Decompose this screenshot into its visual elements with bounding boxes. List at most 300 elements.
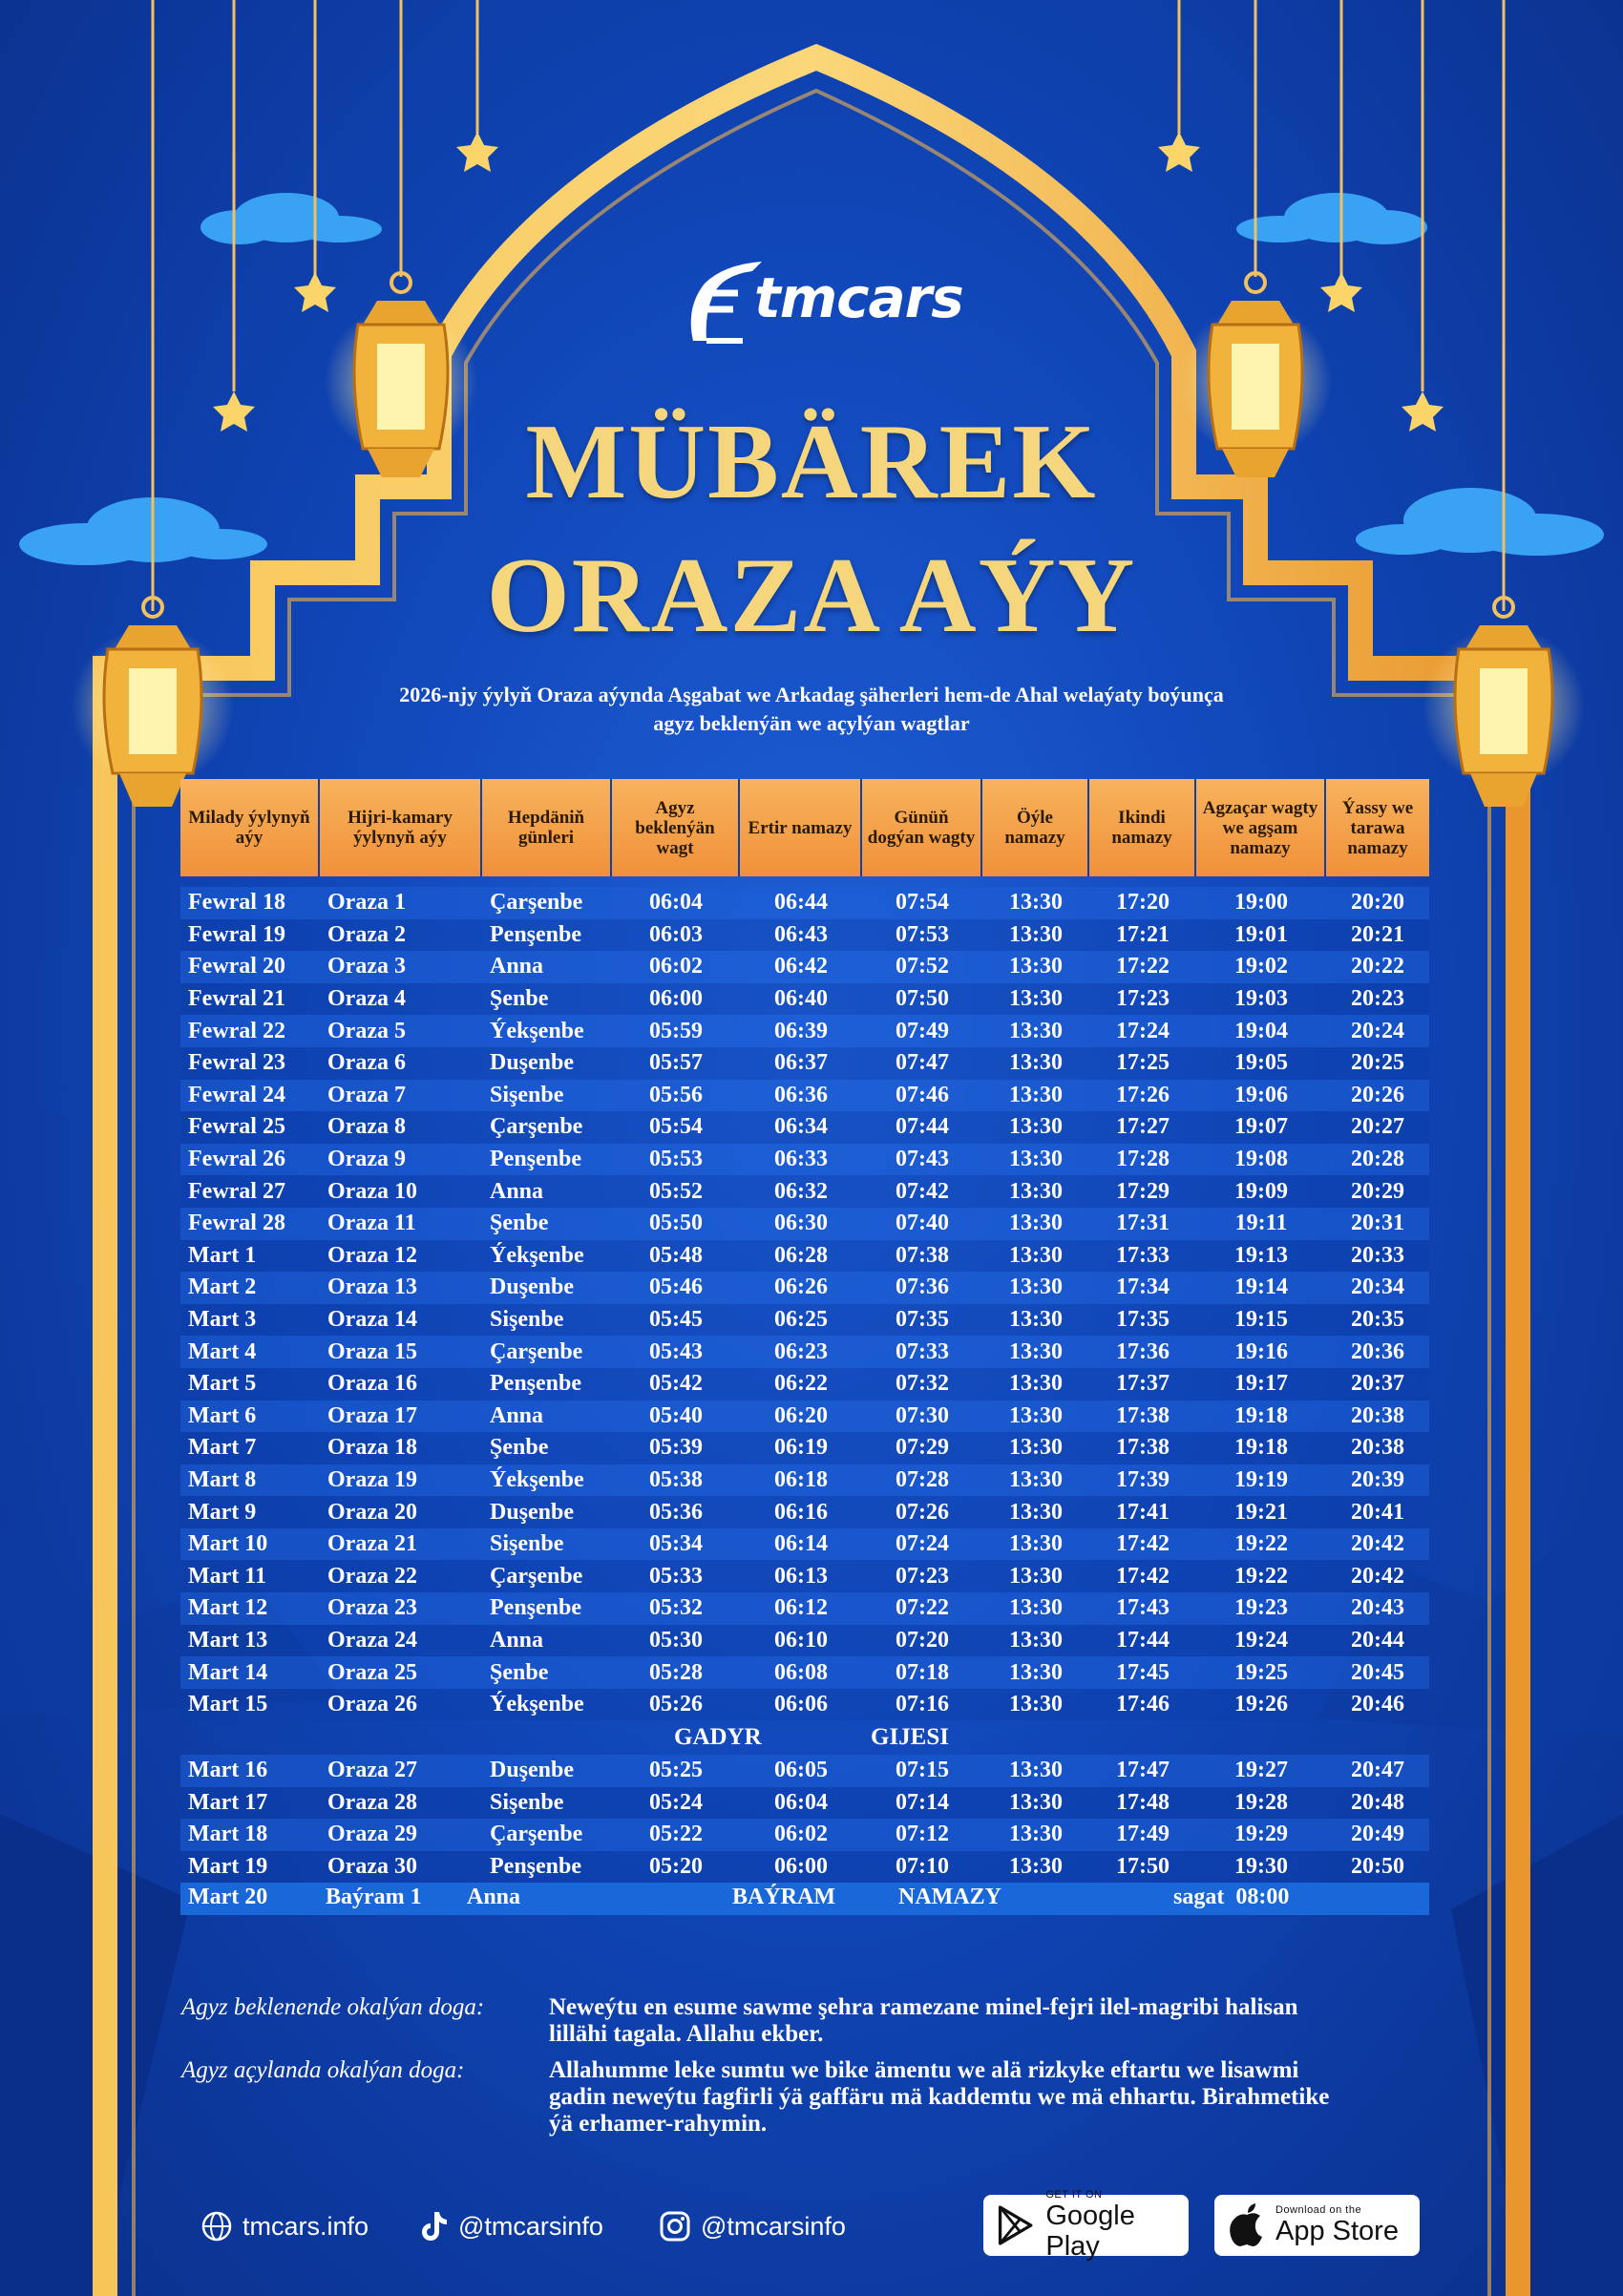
cell-hijri-date: Oraza 5 (327, 1018, 406, 1043)
cell-isha-tarawih-time: 20:42 (1351, 1531, 1404, 1557)
cell-gregorian-date: Mart 3 (188, 1307, 257, 1333)
cell-suhoor-time: 05:38 (649, 1466, 703, 1492)
table-row (180, 1787, 1429, 1820)
cell-fajr-time: 06:39 (774, 1018, 828, 1043)
tiktok-icon (420, 2210, 449, 2243)
cell-gregorian-date: Mart 9 (188, 1499, 257, 1525)
cell-fajr-time: 06:06 (774, 1692, 828, 1717)
instagram-text: @tmcarsinfo (701, 2211, 846, 2241)
cell-dhuhr-time: 13:30 (1009, 1563, 1063, 1589)
dua-label-iftar: Agyz açylanda okalýan doga: (181, 2057, 465, 2083)
dua-text-line: ýä erhamer-rahymin. (549, 2111, 768, 2137)
bayram-hijri: Baýram 1 (326, 1885, 422, 1909)
table-row (180, 1080, 1429, 1112)
cell-dhuhr-time: 13:30 (1009, 1499, 1063, 1525)
cell-fajr-time: 06:30 (774, 1211, 828, 1236)
cell-hijri-date: Oraza 13 (327, 1274, 417, 1300)
cell-dhuhr-time: 13:30 (1009, 1402, 1063, 1428)
cell-asr-time: 17:45 (1116, 1659, 1170, 1685)
cell-fajr-time: 06:44 (774, 890, 828, 916)
dua-text-line: lillähi tagala. Allahu ekber. (549, 2021, 824, 2047)
cell-isha-tarawih-time: 20:33 (1351, 1242, 1404, 1268)
table-row (180, 1240, 1429, 1273)
cell-gregorian-date: Mart 10 (188, 1531, 268, 1557)
cell-hijri-date: Oraza 27 (327, 1758, 417, 1783)
cell-fajr-time: 06:20 (774, 1402, 828, 1428)
cell-gregorian-date: Fewral 23 (188, 1050, 285, 1076)
cell-isha-tarawih-time: 20:38 (1351, 1435, 1404, 1461)
cell-weekday: Anna (490, 1178, 544, 1204)
cell-hijri-date: Oraza 26 (327, 1692, 417, 1717)
table-row (180, 1851, 1429, 1884)
table-row (180, 1496, 1429, 1528)
cell-suhoor-time: 05:54 (649, 1114, 703, 1140)
cell-hijri-date: Oraza 10 (327, 1178, 417, 1204)
google-play-button[interactable] (983, 2189, 1189, 2262)
cell-suhoor-time: 05:36 (649, 1499, 703, 1525)
cell-isha-tarawih-time: 20:45 (1351, 1659, 1404, 1685)
table-row (180, 1560, 1429, 1592)
cell-hijri-date: Oraza 29 (327, 1822, 417, 1847)
cell-sunrise-time: 07:53 (896, 921, 949, 947)
cell-asr-time: 17:42 (1116, 1531, 1170, 1557)
cell-suhoor-time: 05:43 (649, 1338, 703, 1364)
cell-asr-time: 17:36 (1116, 1338, 1170, 1364)
cell-gregorian-date: Fewral 27 (188, 1178, 285, 1204)
column-header-isha-tarawih-time: Ýassy we tarawa namazy (1326, 779, 1429, 876)
cell-sunrise-time: 07:12 (896, 1822, 949, 1847)
instagram-link[interactable] (659, 2210, 846, 2243)
table-row (180, 951, 1429, 983)
cell-weekday: Penşenbe (490, 1854, 581, 1880)
cell-maghrib-time: 19:15 (1234, 1307, 1288, 1333)
cell-suhoor-time: 05:34 (649, 1531, 703, 1557)
cell-maghrib-time: 19:07 (1234, 1114, 1288, 1140)
apple-icon (1226, 2201, 1268, 2249)
table-row (180, 1368, 1429, 1401)
cell-fajr-time: 06:43 (774, 921, 828, 947)
cell-dhuhr-time: 13:30 (1009, 1531, 1063, 1557)
cell-maghrib-time: 19:28 (1234, 1789, 1288, 1815)
cell-suhoor-time: 05:32 (649, 1595, 703, 1621)
cell-maghrib-time: 19:21 (1234, 1499, 1288, 1525)
cell-gregorian-date: Mart 11 (188, 1563, 266, 1589)
cell-sunrise-time: 07:29 (896, 1435, 949, 1461)
cell-dhuhr-time: 13:30 (1009, 921, 1063, 947)
cell-weekday: Çarşenbe (490, 1563, 583, 1589)
cell-fajr-time: 06:32 (774, 1178, 828, 1204)
cell-gregorian-date: Fewral 18 (188, 890, 285, 916)
cell-hijri-date: Oraza 22 (327, 1563, 417, 1589)
cell-fajr-time: 06:16 (774, 1499, 828, 1525)
cell-sunrise-time: 07:16 (896, 1692, 949, 1717)
cell-suhoor-time: 05:46 (649, 1274, 703, 1300)
cell-suhoor-time: 06:04 (649, 890, 703, 916)
cell-hijri-date: Oraza 6 (327, 1050, 406, 1076)
table-row (180, 1144, 1429, 1176)
dua-text-line: gadin neweýtu fagfirli ýä gaffäru mä kaddemtu we mä ehhartu. Birahmetike (549, 2084, 1330, 2110)
cell-gregorian-date: Fewral 22 (188, 1018, 285, 1043)
cell-dhuhr-time: 13:30 (1009, 1338, 1063, 1364)
cell-asr-time: 17:37 (1116, 1371, 1170, 1397)
table-row (180, 1819, 1429, 1851)
cell-isha-tarawih-time: 20:26 (1351, 1082, 1404, 1107)
cell-hijri-date: Oraza 16 (327, 1371, 417, 1397)
cell-dhuhr-time: 13:30 (1009, 1822, 1063, 1847)
column-header-suhoor-time: Agyz beklenýän wagt (612, 779, 740, 876)
google-play-big: Google Play (1045, 2201, 1135, 2262)
cell-hijri-date: Oraza 3 (327, 954, 406, 979)
table-row (180, 1464, 1429, 1497)
subtitle-line2: agyz beklenýän we açylýan wagtlar (653, 711, 970, 735)
cell-suhoor-time: 05:45 (649, 1307, 703, 1333)
cell-hijri-date: Oraza 20 (327, 1499, 417, 1525)
cell-sunrise-time: 07:46 (896, 1082, 949, 1107)
cell-fajr-time: 06:23 (774, 1338, 828, 1364)
cell-isha-tarawih-time: 20:43 (1351, 1595, 1404, 1621)
cell-hijri-date: Oraza 14 (327, 1307, 417, 1333)
table-row (180, 1208, 1429, 1240)
cell-maghrib-time: 19:17 (1234, 1371, 1288, 1397)
cell-weekday: Duşenbe (490, 1758, 575, 1783)
cell-maghrib-time: 19:22 (1234, 1531, 1288, 1557)
cell-maghrib-time: 19:06 (1234, 1082, 1288, 1107)
dua-label-suhoor: Agyz beklenende okalýan doga: (181, 1994, 485, 2020)
cell-dhuhr-time: 13:30 (1009, 1147, 1063, 1172)
cell-asr-time: 17:24 (1116, 1018, 1170, 1043)
cell-dhuhr-time: 13:30 (1009, 1242, 1063, 1268)
cell-dhuhr-time: 13:30 (1009, 1435, 1063, 1461)
app-store-small: Download on the (1275, 2204, 1362, 2216)
cell-weekday: Penşenbe (490, 1147, 581, 1172)
cell-gregorian-date: Mart 19 (188, 1854, 268, 1880)
cell-isha-tarawih-time: 20:50 (1351, 1854, 1404, 1880)
cell-sunrise-time: 07:42 (896, 1178, 949, 1204)
cell-weekday: Çarşenbe (490, 1338, 583, 1364)
cell-fajr-time: 06:34 (774, 1114, 828, 1140)
cell-hijri-date: Oraza 19 (327, 1466, 417, 1492)
cell-suhoor-time: 05:30 (649, 1627, 703, 1653)
bayram-date: Mart 20 (188, 1885, 268, 1909)
cell-fajr-time: 06:40 (774, 986, 828, 1012)
cell-suhoor-time: 05:33 (649, 1563, 703, 1589)
cell-fajr-time: 06:37 (774, 1050, 828, 1076)
cell-weekday: Ýekşenbe (490, 1018, 584, 1043)
cell-asr-time: 17:48 (1116, 1789, 1170, 1815)
gadyr-gijesi-row (180, 1722, 1429, 1755)
cell-gregorian-date: Fewral 26 (188, 1147, 285, 1172)
table-row (180, 887, 1429, 919)
cell-weekday: Sişenbe (490, 1789, 564, 1815)
cell-hijri-date: Oraza 15 (327, 1338, 417, 1364)
cell-gregorian-date: Mart 1 (188, 1242, 257, 1268)
cell-fajr-time: 06:12 (774, 1595, 828, 1621)
cell-dhuhr-time: 13:30 (1009, 1018, 1063, 1043)
cell-maghrib-time: 19:13 (1234, 1242, 1288, 1268)
dua-text-iftar (549, 2057, 1442, 2138)
cell-dhuhr-time: 13:30 (1009, 1050, 1063, 1076)
column-header-sunrise-time: Günüň dogýan wagty (862, 779, 982, 876)
brand-logo: tmcars (754, 265, 963, 330)
cell-suhoor-time: 05:53 (649, 1147, 703, 1172)
dua-text-line: Allahumme leke sumtu we bike ämentu we alä rizkyke eftartu we lisawmi (549, 2057, 1299, 2083)
cell-asr-time: 17:33 (1116, 1242, 1170, 1268)
cell-weekday: Ýekşenbe (490, 1692, 584, 1717)
cell-suhoor-time: 05:57 (649, 1050, 703, 1076)
cell-maghrib-time: 19:09 (1234, 1178, 1288, 1204)
cell-asr-time: 17:29 (1116, 1178, 1170, 1204)
cell-weekday: Penşenbe (490, 1595, 581, 1621)
cell-maghrib-time: 19:26 (1234, 1692, 1288, 1717)
cell-maghrib-time: 19:27 (1234, 1758, 1288, 1783)
cell-hijri-date: Oraza 28 (327, 1789, 417, 1815)
table-row (180, 983, 1429, 1016)
table-row (180, 1401, 1429, 1433)
cell-maghrib-time: 19:14 (1234, 1274, 1288, 1300)
cell-isha-tarawih-time: 20:34 (1351, 1274, 1404, 1300)
cell-asr-time: 17:31 (1116, 1211, 1170, 1236)
cell-isha-tarawih-time: 20:36 (1351, 1338, 1404, 1364)
cell-weekday: Anna (490, 1402, 544, 1428)
cell-sunrise-time: 07:38 (896, 1242, 949, 1268)
cell-weekday: Şenbe (490, 1659, 549, 1685)
tiktok-link[interactable] (420, 2210, 603, 2243)
column-header-hijri-date: Hijri-kamary ýylynyň aýy (320, 779, 482, 876)
table-row (180, 1689, 1429, 1721)
cell-weekday: Çarşenbe (490, 1822, 583, 1847)
table-header (180, 779, 1429, 876)
cell-weekday: Sişenbe (490, 1307, 564, 1333)
cell-gregorian-date: Mart 7 (188, 1435, 257, 1461)
cell-sunrise-time: 07:23 (896, 1563, 949, 1589)
cell-weekday: Duşenbe (490, 1499, 575, 1525)
cell-sunrise-time: 07:10 (896, 1854, 949, 1880)
cell-asr-time: 17:42 (1116, 1563, 1170, 1589)
cell-weekday: Ýekşenbe (490, 1466, 584, 1492)
cell-weekday: Anna (490, 954, 544, 979)
page-title-line2: ORAZA AÝY (486, 537, 1137, 655)
table-row (180, 1015, 1429, 1047)
cell-fajr-time: 06:04 (774, 1789, 828, 1815)
cell-isha-tarawih-time: 20:46 (1351, 1692, 1404, 1717)
website-link[interactable] (200, 2210, 369, 2243)
namazy-label: NAMAZY (898, 1885, 1001, 1909)
cell-suhoor-time: 05:39 (649, 1435, 703, 1461)
cell-fajr-time: 06:36 (774, 1082, 828, 1107)
column-header-weekday: Hepdäniň günleri (482, 779, 612, 876)
cell-asr-time: 17:28 (1116, 1147, 1170, 1172)
cell-asr-time: 17:22 (1116, 954, 1170, 979)
google-play-icon (993, 2201, 1038, 2249)
cell-asr-time: 17:35 (1116, 1307, 1170, 1333)
cell-sunrise-time: 07:18 (896, 1659, 949, 1685)
cell-fajr-time: 06:14 (774, 1531, 828, 1557)
cell-weekday: Şenbe (490, 1435, 549, 1461)
cell-hijri-date: Oraza 11 (327, 1211, 416, 1236)
cell-suhoor-time: 05:48 (649, 1242, 703, 1268)
instagram-icon (659, 2210, 691, 2243)
cell-gregorian-date: Fewral 21 (188, 986, 285, 1012)
table-row (180, 1272, 1429, 1304)
cell-weekday: Anna (490, 1627, 544, 1653)
cell-suhoor-time: 06:00 (649, 986, 703, 1012)
cell-sunrise-time: 07:49 (896, 1018, 949, 1043)
cell-dhuhr-time: 13:30 (1009, 1595, 1063, 1621)
cell-maghrib-time: 19:08 (1234, 1147, 1288, 1172)
cell-asr-time: 17:21 (1116, 921, 1170, 947)
schedule-table-body (180, 887, 1429, 1720)
cell-isha-tarawih-time: 20:31 (1351, 1211, 1404, 1236)
cell-asr-time: 17:34 (1116, 1274, 1170, 1300)
cell-suhoor-time: 05:28 (649, 1659, 703, 1685)
cell-dhuhr-time: 13:30 (1009, 1371, 1063, 1397)
cell-fajr-time: 06:18 (774, 1466, 828, 1492)
cell-hijri-date: Oraza 17 (327, 1402, 417, 1428)
cell-asr-time: 17:46 (1116, 1692, 1170, 1717)
cell-asr-time: 17:49 (1116, 1822, 1170, 1847)
cell-sunrise-time: 07:35 (896, 1307, 949, 1333)
cell-maghrib-time: 19:16 (1234, 1338, 1288, 1364)
cell-maghrib-time: 19:18 (1234, 1435, 1288, 1461)
cell-isha-tarawih-time: 20:23 (1351, 986, 1404, 1012)
column-header-fajr-time: Ertir namazy (740, 779, 862, 876)
cell-isha-tarawih-time: 20:38 (1351, 1402, 1404, 1428)
app-store-button[interactable] (1214, 2195, 1420, 2256)
column-header-gregorian-date: Milady ýylynyň aýy (180, 779, 320, 876)
table-row (180, 919, 1429, 952)
cell-asr-time: 17:38 (1116, 1435, 1170, 1461)
cell-suhoor-time: 06:02 (649, 954, 703, 979)
cell-asr-time: 17:39 (1116, 1466, 1170, 1492)
cell-gregorian-date: Mart 6 (188, 1402, 257, 1428)
cell-maghrib-time: 19:30 (1234, 1854, 1288, 1880)
cell-maghrib-time: 19:03 (1234, 986, 1288, 1012)
bayram-time: sagat 08:00 (1173, 1885, 1290, 1909)
cell-fajr-time: 06:13 (774, 1563, 828, 1589)
cell-asr-time: 17:41 (1116, 1499, 1170, 1525)
cell-sunrise-time: 07:40 (896, 1211, 949, 1236)
cell-gregorian-date: Mart 5 (188, 1371, 257, 1397)
cell-fajr-time: 06:25 (774, 1307, 828, 1333)
cell-weekday: Şenbe (490, 1211, 549, 1236)
cell-isha-tarawih-time: 20:49 (1351, 1822, 1404, 1847)
cell-isha-tarawih-time: 20:20 (1351, 890, 1404, 916)
cell-gregorian-date: Mart 14 (188, 1659, 268, 1685)
cell-asr-time: 17:50 (1116, 1854, 1170, 1880)
cell-maghrib-time: 19:01 (1234, 921, 1288, 947)
cell-sunrise-time: 07:30 (896, 1402, 949, 1428)
bayram-day: Anna (467, 1885, 521, 1909)
cell-gregorian-date: Mart 18 (188, 1822, 268, 1847)
cell-isha-tarawih-time: 20:22 (1351, 954, 1404, 979)
cell-isha-tarawih-time: 20:41 (1351, 1499, 1404, 1525)
cell-weekday: Duşenbe (490, 1274, 575, 1300)
cell-sunrise-time: 07:54 (896, 890, 949, 916)
app-store-big: App Store (1275, 2216, 1399, 2246)
tiktok-text: @tmcarsinfo (458, 2211, 603, 2241)
cell-weekday: Penşenbe (490, 921, 581, 947)
cell-suhoor-time: 05:20 (649, 1854, 703, 1880)
cell-dhuhr-time: 13:30 (1009, 986, 1063, 1012)
cell-sunrise-time: 07:28 (896, 1466, 949, 1492)
cell-fajr-time: 06:26 (774, 1274, 828, 1300)
cell-fajr-time: 06:19 (774, 1435, 828, 1461)
cell-maghrib-time: 19:29 (1234, 1822, 1288, 1847)
cell-suhoor-time: 05:59 (649, 1018, 703, 1043)
cell-sunrise-time: 07:22 (896, 1595, 949, 1621)
cell-dhuhr-time: 13:30 (1009, 1789, 1063, 1815)
cell-dhuhr-time: 13:30 (1009, 1758, 1063, 1783)
cell-dhuhr-time: 13:30 (1009, 1178, 1063, 1204)
cell-fajr-time: 06:00 (774, 1854, 828, 1880)
bayram-row (180, 1883, 1429, 1915)
cell-isha-tarawih-time: 20:29 (1351, 1178, 1404, 1204)
globe-icon (200, 2210, 233, 2243)
gadyr-label: GADYR (674, 1724, 762, 1750)
table-row (180, 1592, 1429, 1625)
cell-sunrise-time: 07:20 (896, 1627, 949, 1653)
cell-asr-time: 17:38 (1116, 1402, 1170, 1428)
cell-dhuhr-time: 13:30 (1009, 1692, 1063, 1717)
cell-asr-time: 17:23 (1116, 986, 1170, 1012)
cell-asr-time: 17:44 (1116, 1627, 1170, 1653)
cell-gregorian-date: Fewral 20 (188, 954, 285, 979)
cell-hijri-date: Oraza 2 (327, 921, 406, 947)
column-header-dhuhr-time: Öýle namazy (982, 779, 1089, 876)
table-row (180, 1047, 1429, 1080)
cell-dhuhr-time: 13:30 (1009, 1211, 1063, 1236)
cell-weekday: Penşenbe (490, 1371, 581, 1397)
cell-sunrise-time: 07:15 (896, 1758, 949, 1783)
cell-gregorian-date: Mart 15 (188, 1692, 268, 1717)
cell-maghrib-time: 19:04 (1234, 1018, 1288, 1043)
cell-suhoor-time: 05:22 (649, 1822, 703, 1847)
cell-maghrib-time: 19:18 (1234, 1402, 1288, 1428)
cell-isha-tarawih-time: 20:21 (1351, 921, 1404, 947)
cell-sunrise-time: 07:52 (896, 954, 949, 979)
cell-hijri-date: Oraza 9 (327, 1147, 406, 1172)
google-play-small: GET IT ON (1045, 2189, 1103, 2201)
cell-suhoor-time: 05:25 (649, 1758, 703, 1783)
cell-asr-time: 17:47 (1116, 1758, 1170, 1783)
cell-sunrise-time: 07:44 (896, 1114, 949, 1140)
cell-fajr-time: 06:05 (774, 1758, 828, 1783)
page-title-line1: MÜBÄREK (525, 403, 1098, 521)
cell-suhoor-time: 05:50 (649, 1211, 703, 1236)
cell-gregorian-date: Mart 2 (188, 1274, 257, 1300)
cell-gregorian-date: Mart 13 (188, 1627, 268, 1653)
cell-isha-tarawih-time: 20:48 (1351, 1789, 1404, 1815)
column-header-asr-time: Ikindi namazy (1089, 779, 1196, 876)
table-row (180, 1432, 1429, 1464)
cell-maghrib-time: 19:25 (1234, 1659, 1288, 1685)
cell-gregorian-date: Mart 12 (188, 1595, 268, 1621)
dua-text-suhoor (549, 1994, 1442, 2048)
cell-asr-time: 17:25 (1116, 1050, 1170, 1076)
cell-asr-time: 17:27 (1116, 1114, 1170, 1140)
cell-hijri-date: Oraza 25 (327, 1659, 417, 1685)
cell-gregorian-date: Mart 17 (188, 1789, 268, 1815)
cell-maghrib-time: 19:00 (1234, 890, 1288, 916)
cell-dhuhr-time: 13:30 (1009, 1307, 1063, 1333)
cell-dhuhr-time: 13:30 (1009, 1627, 1063, 1653)
cell-sunrise-time: 07:47 (896, 1050, 949, 1076)
cell-asr-time: 17:43 (1116, 1595, 1170, 1621)
table-row (180, 1625, 1429, 1657)
cell-maghrib-time: 19:24 (1234, 1627, 1288, 1653)
cell-fajr-time: 06:42 (774, 954, 828, 979)
cell-sunrise-time: 07:43 (896, 1147, 949, 1172)
